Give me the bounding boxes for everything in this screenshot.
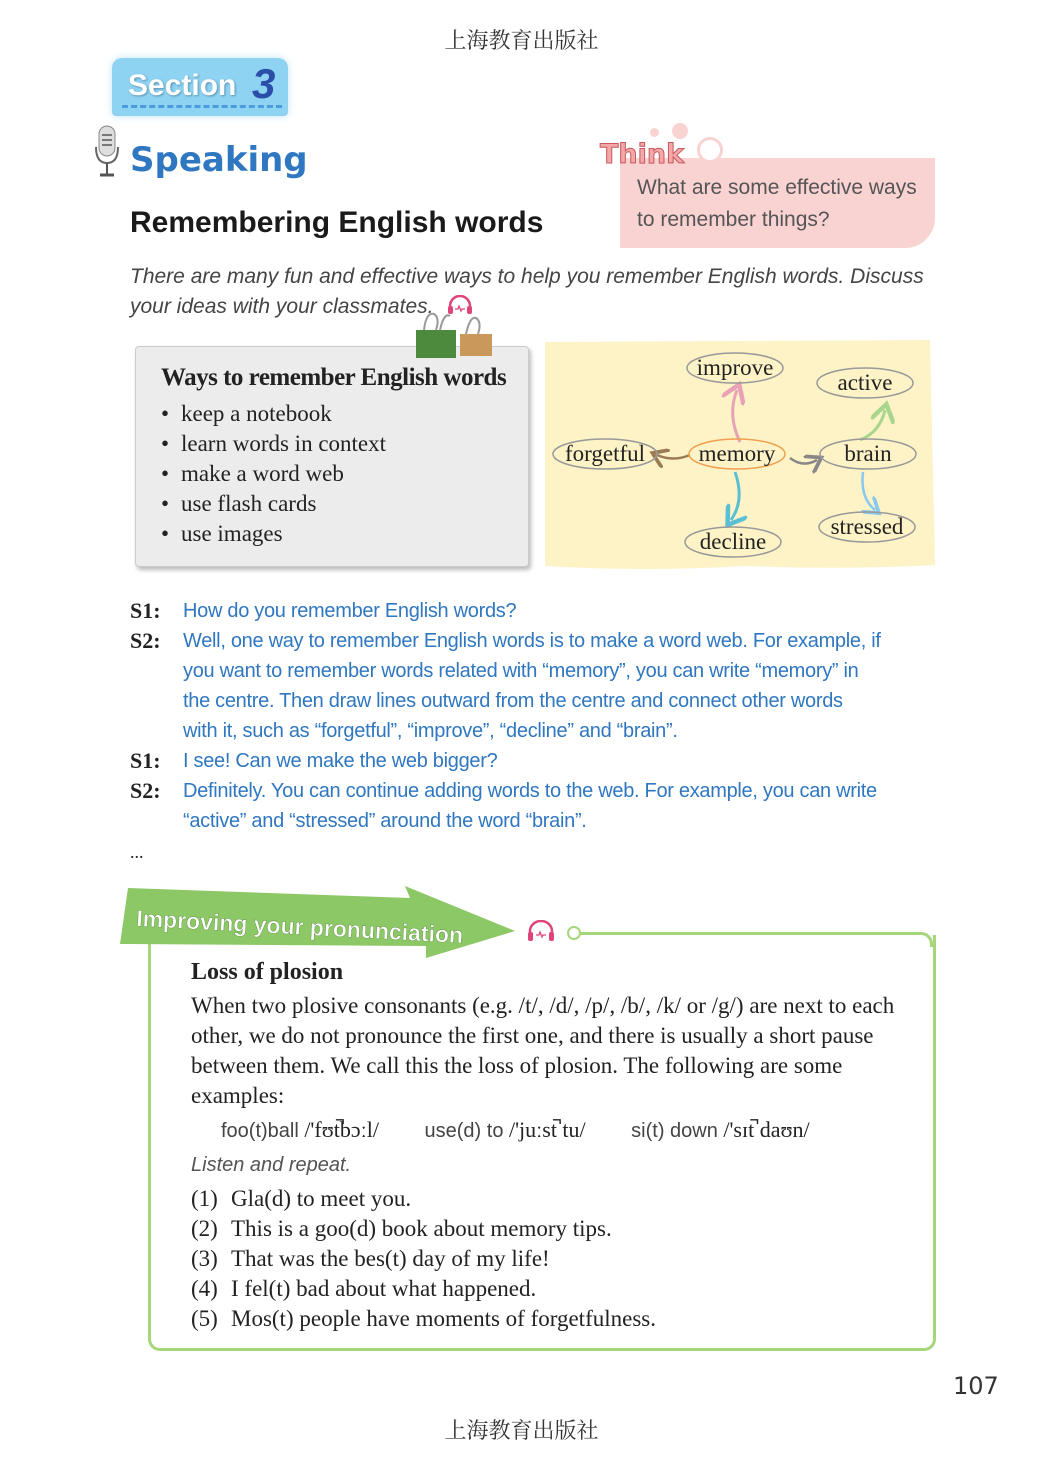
item-text: I fel(t) bad about what happened. [231,1276,537,1301]
item-number: (5) [191,1306,218,1331]
practice-item [191,1244,913,1274]
practice-item [191,1184,913,1214]
explanation-text: When two plosive consonants (e.g. /t/, /d/, /p/, /b/, /k/ or /g/) are next to each other, we do not pronounce the first one, and there is usually a short pause between them. We call this the loss of plosion. The following are some examples: [191,993,895,1108]
item-text: That was the bes(t) day of my life! [231,1246,550,1271]
ways-heading: Ways to remember English words [161,364,507,391]
node-memory [689,439,785,469]
ring-decoration [567,926,581,940]
dialogue-line: Definitely. You can continue adding words to the web. For example, you can write [183,780,877,802]
ways-list [161,399,386,549]
dialogue-line: Well, one way to remember English words is to make a word web. For example, if [183,630,881,652]
bubble-dot [697,137,723,163]
binder-clips-icon [414,310,494,360]
section-label: Section [128,69,237,102]
speaker-label: S2: [130,778,161,803]
item-number: (3) [191,1246,218,1271]
think-question-line: to remember things? [637,208,830,231]
dialogue-line: the centre. Then draw lines outward from the centre and connect other words [183,690,843,712]
node-label: active [837,370,893,395]
think-label: Think [600,139,685,170]
microphone-icon [94,125,120,179]
pronunciation-box [148,935,936,1351]
example [425,1115,586,1146]
speaker-label: S2: [130,628,161,653]
loss-of-plosion-heading: Loss of plosion [191,959,344,985]
speaking-heading: Speaking [130,140,308,180]
page-number: 107 [953,1372,999,1400]
node-label: forgetful [564,441,646,466]
list-item: • learn words in context [161,429,386,459]
headphones-icon[interactable] [527,920,555,942]
dialogue-line: I see! Can we make the web bigger? [183,750,498,772]
node-forgetful [553,439,657,469]
dialogue-line: you want to remember words related with “memory”, you can write “memory” in [183,660,859,682]
dialogue-turn [130,746,950,776]
item-text: Gla(d) to meet you. [231,1186,412,1211]
dialogue-lines [183,626,950,746]
dialogue-line: with it, such as “forgetful”, “improve”, “decline” and “brain”. [183,720,678,742]
list-item: • keep a notebook [161,399,386,429]
item-number: (1) [191,1186,218,1211]
list-item: • make a word web [161,459,386,489]
instruction: Listen and repeat. [191,1154,352,1176]
example-word: foo(t)ball [221,1120,299,1142]
dashed-line [122,105,282,108]
item-text: Mos(t) people have moments of forgetfulness. [231,1306,656,1331]
ellipsis: ... [130,842,144,862]
ways-box [135,346,529,567]
intro-text [130,262,940,322]
think-box [620,158,935,248]
item-number: (4) [191,1276,218,1301]
example-ipa: /'juːst̚ tu/ [508,1117,586,1142]
section-badge [112,58,288,116]
node-label: stressed [830,514,904,539]
dialogue [130,596,950,836]
header-publisher: 上海教育出版社 [444,29,599,54]
list-item: • use images [161,519,386,549]
node-stressed [819,512,915,542]
node-label: memory [698,441,776,466]
example-ipa: /'fʊt̚bɔːl/ [304,1117,380,1142]
practice-item [191,1304,913,1334]
practice-item [191,1214,913,1244]
dialogue-line: How do you remember English words? [183,600,517,622]
examples [221,1115,913,1146]
node-label: improve [696,355,774,380]
think-question-line: What are some effective ways [637,176,917,199]
speaker-label: S1: [130,748,161,773]
dialogue-turn [130,626,950,746]
dialogue-lines [183,596,950,626]
word-web [545,340,940,580]
practice-list [191,1184,913,1334]
dialogue-lines [183,746,950,776]
pronunciation-banner [120,886,520,961]
speaker-label: S1: [130,598,161,623]
box-top-border [578,932,933,947]
intro-sentence: There are many fun and effective ways to help you remember English words. Discuss your ideas with your classmates. [130,265,924,318]
dialogue-turn [130,776,950,836]
example-ipa: /'sɪt̚ daʊn/ [723,1117,810,1142]
footer-publisher: 上海教育出版社 [444,1419,599,1444]
item-text: This is a goo(d) book about memory tips. [231,1216,612,1241]
node-label: brain [844,441,892,466]
section-number: 3 [252,60,276,107]
example [221,1115,379,1146]
dialogue-turn [130,596,950,626]
dialogue-line: “active” and “stressed” around the word “brain”. [183,810,587,832]
practice-item [191,1274,913,1304]
node-improve [687,353,783,383]
example-word: si(t) down [631,1120,718,1142]
bubble-dot [650,128,659,137]
list-item: • use flash cards [161,489,386,519]
node-label: decline [699,529,767,554]
example [631,1115,810,1146]
example-word: use(d) to [424,1120,504,1142]
dialogue-lines [183,776,950,836]
page-title: Remembering English words [130,206,544,239]
bubble-dot [672,123,688,139]
banner-text: Improving your pronunciation [135,905,464,949]
item-number: (2) [191,1216,218,1241]
